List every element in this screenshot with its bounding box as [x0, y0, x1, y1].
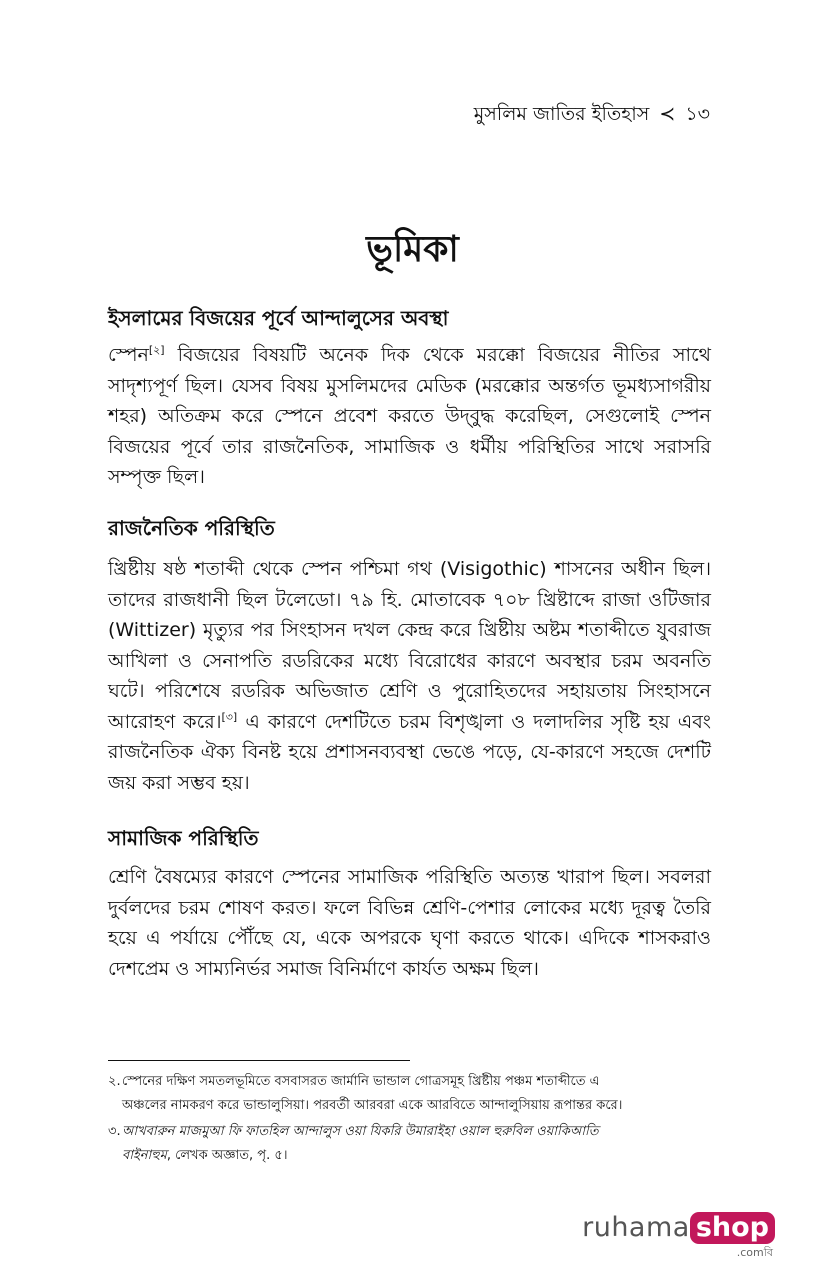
footnote-ref-3[interactable]: [৩] — [221, 710, 238, 724]
ruhamashop-logo — [582, 1212, 775, 1258]
footnote-2 — [108, 1070, 713, 1118]
footnote-number: ৩. — [108, 1124, 121, 1139]
footnote-number: ২. — [108, 1074, 121, 1089]
logo-domain-text: .comবি — [736, 1246, 773, 1259]
logo-right-text: shop — [690, 1212, 775, 1244]
footnote-3 — [108, 1120, 713, 1168]
paragraph-social: শ্রেণি বৈষম্যের কারণে স্পেনের সামাজিক পরিস্থিতি অত্যন্ত খারাপ ছিল। সবলরা দুর্বলদের চরম শোষণ করত। ফলে বিভিন্ন শ্রেণি-পেশার লোকের মধ্যে দূরত্ব তৈরি হয়ে এ পর্যায়ে পৌঁছে যে, একে অপরকে ঘৃণা করতে থাকে। এদিকে শাসকরাও দেশপ্রেম ও সাম্যনির্ভর সমাজ বিনির্মাণে কার্যত অক্ষম ছিল। — [108, 866, 711, 980]
paragraph-andalus: স্পেন[২] বিজয়ের বিষয়টি অনেক দিক থেকে মরক্কো বিজয়ের নীতির সাথে সাদৃশ্যপূর্ণ ছিল। যেসব বিষয় মুসলিমদের মেডিক (মরক্কোর অন্তর্গত ভূমধ্যসাগরীয় শহর) অতিক্রম করে স্পেনে প্রবেশ করতে উদ্‌বুদ্ধ করেছিল, সেগুলোই স্পেন বিজয়ের পূর্বে তার রাজনৈতিক, সামাজিক ও ধর্মীয় পরিস্থিতির সাথে সরাসরি সম্পৃক্ত ছিল। — [108, 343, 711, 488]
page-number: ১৩ — [685, 103, 710, 125]
footnote-text-continued: অঞ্চলের নামকরণ করে ভান্ডালুসিয়া। পরবর্তী আরবরা একে আরবিতে আন্দালুসিয়ায় রূপান্তর করে। — [122, 1098, 623, 1113]
section-heading-andalus: ইসলামের বিজয়ের পূর্বে আন্দালুসের অবস্থা — [108, 306, 449, 330]
footnote-text: স্পেনের দক্ষিণ সমতলভূমিতে বসবাসরত জার্মানি ভান্ডাল গোত্রসমূহ খ্রিষ্টীয় পঞ্চম শতাব্দীতে এ — [122, 1074, 600, 1089]
footnote-ref-2[interactable]: [২] — [148, 343, 165, 357]
book-title: মুসলিম জাতির ইতিহাস — [473, 103, 650, 125]
running-header — [474, 100, 710, 132]
footnote-text-continued: বাইনাহুম, লেখক অজ্ঞাত, পৃ. ৫। — [122, 1148, 288, 1163]
section-heading-political: রাজনৈতিক পরিস্থিতি — [108, 516, 275, 540]
logo-left-text: ruhama — [582, 1212, 690, 1243]
section-heading-social: সামাজিক পরিস্থিতি — [108, 826, 259, 850]
page-title: ভূমিকা — [366, 228, 459, 270]
footnote-source-title: আখবারুন মাজমুআ ফি ফাতহিল আন্দালুস ওয়া যিকরি উমারাইহা ওয়াল হুরুবিল ওয়াকিআতি — [122, 1124, 599, 1139]
footnote-divider — [108, 1060, 410, 1061]
header-separator-icon: ≺ — [659, 103, 676, 125]
paragraph-political: খ্রিষ্টীয় ষষ্ঠ শতাব্দী থেকে স্পেন পশ্চিমা গথ (Visigothic) শাসনের অধীন ছিল। তাদের রাজধানী ছিল টলেডো। ৭৯ হি. মোতাবেক ৭০৮ খ্রিষ্টাব্দে রাজা ওটিজার (Wittizer) মৃত্যুর পর সিংহাসন দখল কেন্দ্র করে খ্রিষ্টীয় অষ্টম শতাব্দীতে যুবরাজ আখিলা ও সেনাপতি রডরিকের মধ্যে বিরোধের কারণে অবস্থার চরম অবনতি ঘটে। পরিশেষে রডরিক অভিজাত শ্রেণি ও পুরোহিতদের সহায়তায় সিংহাসনে আরোহণ করে।[৩] এ কারণে দেশটিতে চরম বিশৃঙ্খলা ও দলাদলির সৃষ্টি হয় এবং রাজনৈতিক ঐক্য বিনষ্ট হয়ে প্রশাসনব্যবস্থা ভেঙে পড়ে, যে-কারণে সহজে দেশটি জয় করা সম্ভব হয়। — [108, 558, 711, 794]
